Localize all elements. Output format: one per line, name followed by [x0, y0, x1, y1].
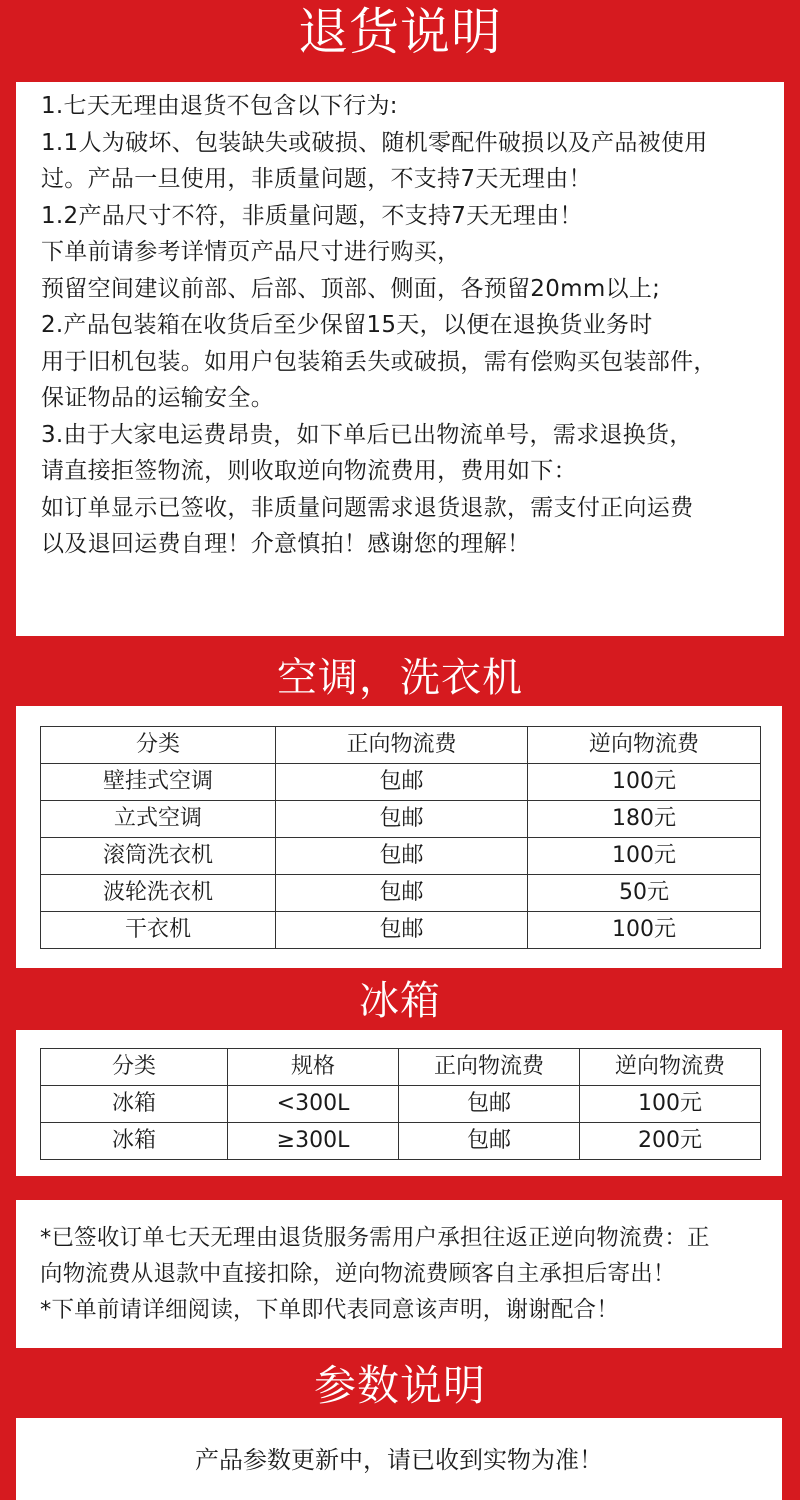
cell-reverse-fee: 180元	[528, 801, 761, 838]
cell-forward-fee: 包邮	[276, 838, 528, 875]
cell-category: 波轮洗衣机	[41, 875, 276, 912]
fridge-title: 冰箱	[359, 978, 441, 1024]
table-row	[41, 1123, 761, 1160]
returns-line: 过。产品一旦使用，非质量问题，不支持7天无理由！	[41, 166, 592, 192]
table-header-row	[41, 1049, 761, 1086]
cell-forward-fee: 包邮	[276, 875, 528, 912]
cell-reverse-fee: 50元	[528, 875, 761, 912]
column-header-reverse-fee: 逆向物流费	[580, 1049, 761, 1086]
table-row	[41, 801, 761, 838]
cell-reverse-fee: 100元	[580, 1086, 761, 1123]
returns-line: 请直接拒签物流，则收取逆向物流费用，费用如下：	[41, 458, 577, 484]
cell-forward-fee: 包邮	[399, 1086, 580, 1123]
cell-category: 滚筒洗衣机	[41, 838, 276, 875]
returns-line: 用于旧机包装。如用户包装箱丢失或破损，需有偿购买包装部件，	[41, 348, 717, 375]
params-panel	[16, 1418, 782, 1500]
table-row	[41, 1086, 761, 1123]
ac-washer-fee-table	[40, 726, 761, 949]
cell-reverse-fee: 100元	[528, 764, 761, 801]
returns-line: 3.由于大家电运费昂贵，如下单后已出物流单号，需求退换货，	[41, 421, 693, 448]
column-header-forward-fee: 正向物流费	[399, 1049, 580, 1086]
cell-forward-fee: 包邮	[276, 801, 528, 838]
ac-washer-panel	[16, 706, 782, 968]
table-header-row	[41, 727, 761, 764]
returns-line: 1.七天无理由退货不包含以下行为:	[41, 93, 398, 119]
cell-category: 壁挂式空调	[41, 764, 276, 801]
table-row	[41, 875, 761, 912]
returns-line: 2.产品包装箱在收货后至少保留15天，以便在退换货业务时	[41, 312, 653, 338]
table-row	[41, 764, 761, 801]
returns-line: 如订单显示已签收，非质量问题需求退货退款，需支付正向运费	[41, 494, 694, 521]
cell-category: 干衣机	[41, 912, 276, 949]
cell-reverse-fee: 200元	[580, 1123, 761, 1160]
cell-spec: <300L	[228, 1086, 399, 1123]
column-header-category: 分类	[41, 1049, 228, 1086]
ac-washer-title: 空调，洗衣机	[277, 655, 523, 701]
params-title: 参数说明	[313, 1361, 486, 1410]
cell-category: 立式空调	[41, 801, 276, 838]
returns-text	[41, 88, 717, 563]
returns-line: 预留空间建议前部、后部、顶部、侧面，各预留20mm以上;	[41, 275, 661, 302]
cell-category: 冰箱	[41, 1123, 228, 1160]
returns-title: 退货说明	[298, 3, 502, 61]
table-row	[41, 838, 761, 875]
notice-line: *下单前请详细阅读，下单即代表同意该声明，谢谢配合！	[40, 1297, 619, 1323]
params-text: 产品参数更新中，请已收到实物为准！	[195, 1446, 603, 1474]
returns-line: 1.2产品尺寸不符，非质量问题，不支持7天无理由！	[41, 202, 583, 229]
fridge-fee-table	[40, 1048, 761, 1160]
notice-panel	[16, 1200, 782, 1348]
returns-line: 1.1人为破坏、包装缺失或破损、随机零配件破损以及产品被使用	[41, 129, 708, 156]
cell-forward-fee: 包邮	[399, 1123, 580, 1160]
returns-line: 以及退回运费自理！介意慎拍！感谢您的理解！	[41, 531, 531, 557]
column-header-reverse-fee: 逆向物流费	[528, 727, 761, 764]
returns-line: 下单前请参考详情页产品尺寸进行购买，	[41, 239, 461, 265]
returns-panel	[16, 82, 784, 636]
returns-line: 保证物品的运输安全。	[41, 385, 274, 411]
cell-forward-fee: 包邮	[276, 912, 528, 949]
fridge-panel	[16, 1030, 782, 1176]
cell-reverse-fee: 100元	[528, 912, 761, 949]
notice-line: *已签收订单七天无理由退货服务需用户承担往返正逆向物流费：正	[40, 1225, 710, 1251]
cell-spec: ≥300L	[228, 1123, 399, 1160]
column-header-spec: 规格	[228, 1049, 399, 1086]
cell-category: 冰箱	[41, 1086, 228, 1123]
column-header-forward-fee: 正向物流费	[276, 727, 528, 764]
cell-reverse-fee: 100元	[528, 838, 761, 875]
column-header-category: 分类	[41, 727, 276, 764]
table-row	[41, 912, 761, 949]
notice-line: 向物流费从退款中直接扣除，逆向物流费顾客自主承担后寄出！	[40, 1261, 676, 1287]
cell-forward-fee: 包邮	[276, 764, 528, 801]
